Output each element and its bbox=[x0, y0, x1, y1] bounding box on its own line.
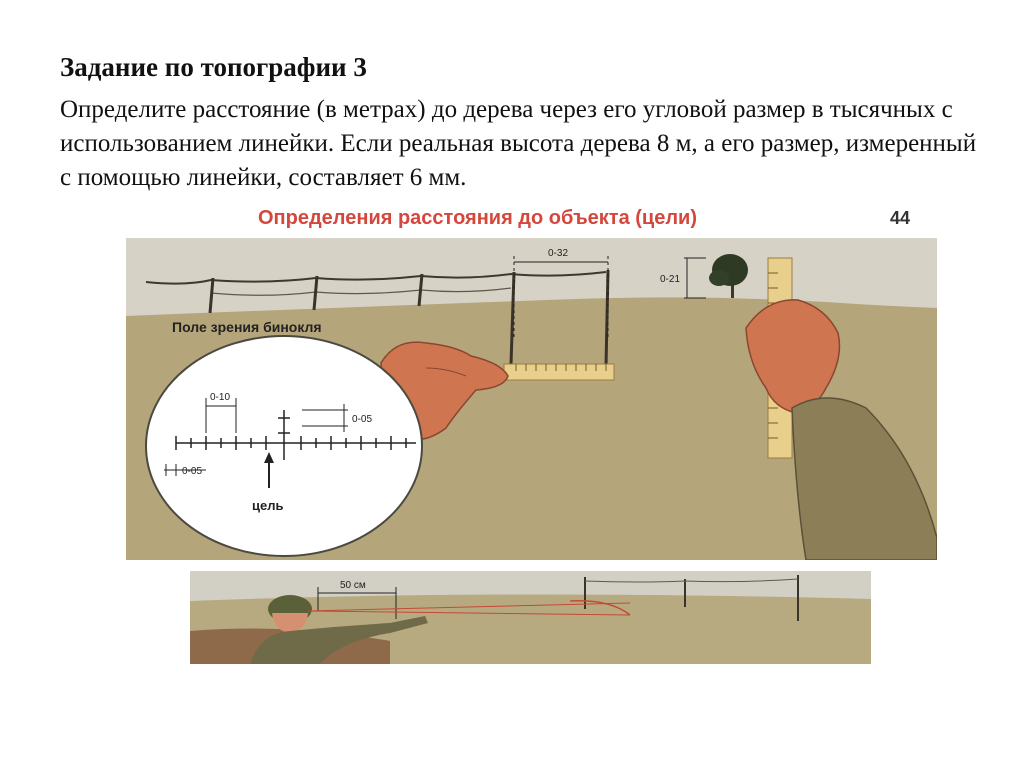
label-width-mark: 0-32 bbox=[548, 248, 569, 259]
label-field-of-view: Поле зрения бинокля bbox=[172, 319, 322, 335]
figure-title: Определения расстояния до объекта (цели) bbox=[258, 207, 698, 229]
label-height-mark: 0-21 bbox=[660, 274, 681, 285]
label-scale-10: 0-10 bbox=[210, 392, 231, 403]
figure-page-number: 44 bbox=[890, 208, 911, 228]
label-scale-05-left: 0-05 bbox=[182, 466, 203, 477]
main-illustration bbox=[126, 238, 937, 560]
task-text: Определите расстояние (в метрах) до дерева через его угловой размер в тысячных с использованием линейки. Если реальная высота дерева 8 м, а его размер, измеренный с помощью линейки, составляет 6 мм. bbox=[60, 96, 977, 191]
label-scale-05-right: 0-05 bbox=[352, 414, 373, 425]
lower-illustration bbox=[190, 571, 871, 664]
label-target: цель bbox=[252, 498, 284, 513]
horizontal-ruler bbox=[504, 364, 614, 380]
task-title: Задание по топографии 3 bbox=[60, 52, 367, 82]
label-distance-50cm: 50 см bbox=[340, 580, 366, 591]
